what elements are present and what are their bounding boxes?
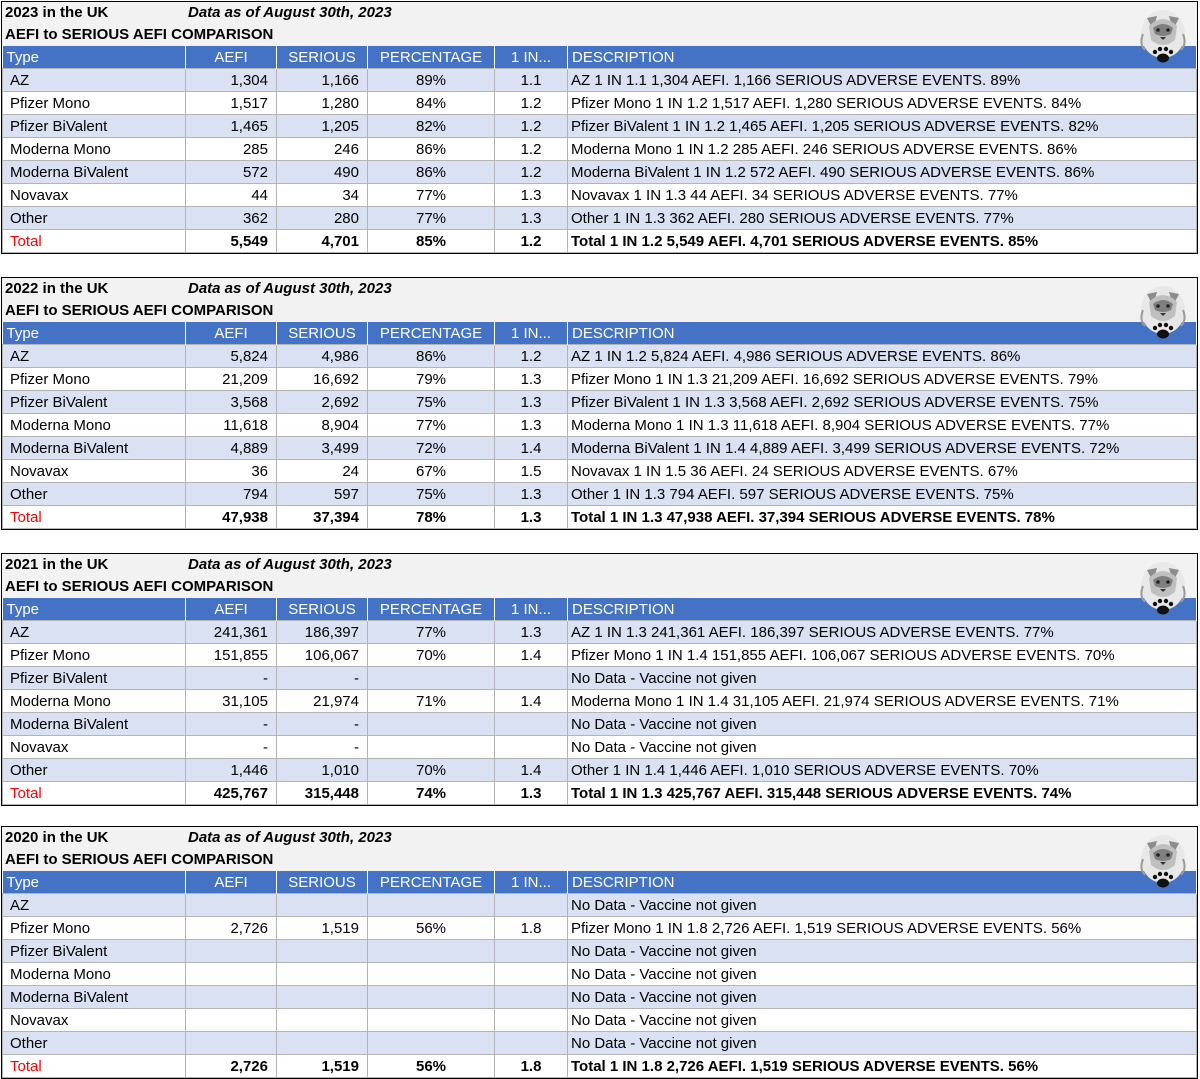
cell-percentage: 85% (368, 230, 495, 253)
cell-description: No Data - Vaccine not given (568, 986, 1197, 1009)
cell-percentage (368, 986, 495, 1009)
wolf-paw-logo-icon (1133, 4, 1193, 66)
cell-description: Pfizer BiValent 1 IN 1.3 3,568 AEFI. 2,692 SERIOUS ADVERSE EVENTS. 75% (568, 391, 1197, 414)
header-one-in: 1 IN... (495, 46, 568, 69)
cell-aefi: 5,824 (186, 345, 277, 368)
cell-serious: 4,986 (277, 345, 368, 368)
cell-type: Pfizer Mono (3, 644, 186, 667)
cell-type: Pfizer BiValent (3, 391, 186, 414)
cell-aefi: - (186, 736, 277, 759)
cell-description: Total 1 IN 1.2 5,549 AEFI. 4,701 SERIOUS ADVERSE EVENTS. 85% (568, 230, 1197, 253)
cell-type: Moderna BiValent (3, 986, 186, 1009)
cell-type: Novavax (3, 736, 186, 759)
cell-percentage: 56% (368, 917, 495, 940)
header-type: Type (3, 322, 186, 345)
cell-aefi: 572 (186, 161, 277, 184)
table-row (3, 115, 1197, 138)
total-row (3, 1055, 1197, 1078)
cell-description: Other 1 IN 1.4 1,446 AEFI. 1,010 SERIOUS ADVERSE EVENTS. 70% (568, 759, 1197, 782)
cell-description: No Data - Vaccine not given (568, 713, 1197, 736)
cell-aefi (186, 1009, 277, 1032)
cell-aefi: 5,549 (186, 230, 277, 253)
cell-percentage: 70% (368, 759, 495, 782)
cell-one-in: 1.8 (495, 1055, 568, 1078)
cell-serious: - (277, 667, 368, 690)
cell-type: AZ (3, 345, 186, 368)
cell-one-in: 1.4 (495, 759, 568, 782)
cell-one-in: 1.2 (495, 161, 568, 184)
cell-percentage: 79% (368, 368, 495, 391)
header-row (3, 322, 1197, 345)
cell-serious (277, 1009, 368, 1032)
cell-aefi (186, 963, 277, 986)
cell-type: Moderna BiValent (3, 161, 186, 184)
cell-percentage: 75% (368, 483, 495, 506)
table-row (3, 138, 1197, 161)
header-aefi: AEFI (186, 322, 277, 345)
table-row (3, 92, 1197, 115)
cell-serious: 21,974 (277, 690, 368, 713)
data-as-of: Data as of August 30th, 2023 (188, 280, 392, 297)
total-row (3, 506, 1197, 529)
cell-aefi (186, 1032, 277, 1055)
header-row (3, 46, 1197, 69)
cell-percentage (368, 1009, 495, 1032)
cell-description: Novavax 1 IN 1.5 36 AEFI. 24 SERIOUS ADVERSE EVENTS. 67% (568, 460, 1197, 483)
header-serious: SERIOUS (277, 598, 368, 621)
header-type: Type (3, 598, 186, 621)
cell-type: Novavax (3, 1009, 186, 1032)
header-percentage: PERCENTAGE (368, 322, 495, 345)
cell-type: Total (3, 230, 186, 253)
cell-type: AZ (3, 894, 186, 917)
cell-type: Other (3, 483, 186, 506)
cell-percentage: 67% (368, 460, 495, 483)
table-row (3, 1032, 1197, 1055)
cell-percentage: 84% (368, 92, 495, 115)
table-row (3, 161, 1197, 184)
cell-percentage (368, 667, 495, 690)
cell-description: AZ 1 IN 1.1 1,304 AEFI. 1,166 SERIOUS ADVERSE EVENTS. 89% (568, 69, 1197, 92)
cell-description: Total 1 IN 1.3 425,767 AEFI. 315,448 SERIOUS ADVERSE EVENTS. 74% (568, 782, 1197, 805)
cell-serious: 280 (277, 207, 368, 230)
header-one-in: 1 IN... (495, 871, 568, 894)
cell-serious: 106,067 (277, 644, 368, 667)
cell-type: Pfizer Mono (3, 92, 186, 115)
cell-aefi: 1,517 (186, 92, 277, 115)
cell-serious: 490 (277, 161, 368, 184)
cell-serious: 1,010 (277, 759, 368, 782)
wolf-paw-logo-icon (1133, 556, 1193, 618)
cell-aefi: 1,465 (186, 115, 277, 138)
table-row (3, 345, 1197, 368)
cell-description: AZ 1 IN 1.3 241,361 AEFI. 186,397 SERIOUS ADVERSE EVENTS. 77% (568, 621, 1197, 644)
cell-type: Moderna Mono (3, 963, 186, 986)
cell-percentage: 77% (368, 184, 495, 207)
cell-percentage: 75% (368, 391, 495, 414)
cell-one-in: 1.3 (495, 391, 568, 414)
cell-aefi: 2,726 (186, 917, 277, 940)
cell-percentage: 89% (368, 69, 495, 92)
cell-serious: 186,397 (277, 621, 368, 644)
cell-aefi: 2,726 (186, 1055, 277, 1078)
cell-one-in: 1.3 (495, 483, 568, 506)
cell-serious (277, 963, 368, 986)
cell-percentage: 82% (368, 115, 495, 138)
table-row (3, 69, 1197, 92)
cell-type: Total (3, 506, 186, 529)
header-description: DESCRIPTION (568, 46, 1197, 69)
year-table-0 (1, 1, 1198, 254)
cell-description: Other 1 IN 1.3 362 AEFI. 280 SERIOUS ADVERSE EVENTS. 77% (568, 207, 1197, 230)
cell-description: Moderna BiValent 1 IN 1.4 4,889 AEFI. 3,499 SERIOUS ADVERSE EVENTS. 72% (568, 437, 1197, 460)
year-label: 2020 in the UK (5, 829, 109, 846)
table-subtitle: AEFI to SERIOUS AEFI COMPARISON (5, 578, 274, 595)
header-serious: SERIOUS (277, 322, 368, 345)
cell-one-in: 1.4 (495, 690, 568, 713)
cell-type: Moderna Mono (3, 690, 186, 713)
cell-one-in (495, 986, 568, 1009)
header-one-in: 1 IN... (495, 598, 568, 621)
cell-percentage: 70% (368, 644, 495, 667)
cell-aefi (186, 986, 277, 1009)
year-table-3 (1, 826, 1198, 1079)
cell-description: No Data - Vaccine not given (568, 1032, 1197, 1055)
cell-description: No Data - Vaccine not given (568, 963, 1197, 986)
cell-description: Pfizer Mono 1 IN 1.8 2,726 AEFI. 1,519 SERIOUS ADVERSE EVENTS. 56% (568, 917, 1197, 940)
cell-description: Other 1 IN 1.3 794 AEFI. 597 SERIOUS ADVERSE EVENTS. 75% (568, 483, 1197, 506)
cell-type: Total (3, 782, 186, 805)
table-row (3, 207, 1197, 230)
header-percentage: PERCENTAGE (368, 871, 495, 894)
cell-one-in: 1.3 (495, 207, 568, 230)
cell-serious: 1,519 (277, 917, 368, 940)
header-serious: SERIOUS (277, 871, 368, 894)
table-row (3, 483, 1197, 506)
wolf-paw-logo-icon (1133, 280, 1193, 342)
cell-percentage (368, 963, 495, 986)
cell-type: Novavax (3, 460, 186, 483)
cell-type: Other (3, 207, 186, 230)
cell-type: Other (3, 1032, 186, 1055)
cell-type: Pfizer BiValent (3, 115, 186, 138)
cell-serious: - (277, 713, 368, 736)
table-row (3, 621, 1197, 644)
table-body (3, 894, 1197, 1078)
table-row (3, 391, 1197, 414)
cell-serious: 597 (277, 483, 368, 506)
header-row (3, 871, 1197, 894)
cell-aefi (186, 940, 277, 963)
cell-description: Pfizer Mono 1 IN 1.4 151,855 AEFI. 106,067 SERIOUS ADVERSE EVENTS. 70% (568, 644, 1197, 667)
cell-one-in: 1.2 (495, 115, 568, 138)
cell-description: Moderna Mono 1 IN 1.4 31,105 AEFI. 21,974 SERIOUS ADVERSE EVENTS. 71% (568, 690, 1197, 713)
cell-one-in: 1.3 (495, 621, 568, 644)
cell-aefi: 241,361 (186, 621, 277, 644)
cell-percentage: 56% (368, 1055, 495, 1078)
cell-serious: 34 (277, 184, 368, 207)
header-one-in: 1 IN... (495, 322, 568, 345)
header-description: DESCRIPTION (568, 871, 1197, 894)
cell-type: Total (3, 1055, 186, 1078)
cell-percentage: 78% (368, 506, 495, 529)
cell-one-in (495, 940, 568, 963)
cell-one-in: 1.2 (495, 230, 568, 253)
table-title-area (2, 827, 1197, 871)
cell-type: Pfizer BiValent (3, 940, 186, 963)
aefi-table (2, 46, 1197, 253)
cell-percentage: 74% (368, 782, 495, 805)
table-row (3, 736, 1197, 759)
cell-percentage (368, 894, 495, 917)
cell-one-in: 1.3 (495, 184, 568, 207)
table-row (3, 460, 1197, 483)
cell-aefi: 47,938 (186, 506, 277, 529)
table-body (3, 621, 1197, 805)
table-subtitle: AEFI to SERIOUS AEFI COMPARISON (5, 26, 274, 43)
cell-percentage: 86% (368, 138, 495, 161)
table-row (3, 894, 1197, 917)
cell-serious: 2,692 (277, 391, 368, 414)
cell-one-in: 1.5 (495, 460, 568, 483)
cell-aefi: - (186, 713, 277, 736)
cell-serious: 37,394 (277, 506, 368, 529)
cell-serious: 24 (277, 460, 368, 483)
cell-description: No Data - Vaccine not given (568, 667, 1197, 690)
cell-one-in: 1.2 (495, 345, 568, 368)
cell-description: Total 1 IN 1.3 47,938 AEFI. 37,394 SERIOUS ADVERSE EVENTS. 78% (568, 506, 1197, 529)
header-percentage: PERCENTAGE (368, 46, 495, 69)
table-row (3, 644, 1197, 667)
cell-description: Total 1 IN 1.8 2,726 AEFI. 1,519 SERIOUS ADVERSE EVENTS. 56% (568, 1055, 1197, 1078)
cell-type: Moderna Mono (3, 414, 186, 437)
cell-aefi: 44 (186, 184, 277, 207)
table-row (3, 667, 1197, 690)
header-aefi: AEFI (186, 871, 277, 894)
cell-aefi: 794 (186, 483, 277, 506)
cell-percentage: 77% (368, 621, 495, 644)
cell-aefi: 425,767 (186, 782, 277, 805)
year-label: 2022 in the UK (5, 280, 109, 297)
cell-percentage: 86% (368, 161, 495, 184)
cell-type: AZ (3, 69, 186, 92)
cell-type: Pfizer BiValent (3, 667, 186, 690)
cell-serious: 8,904 (277, 414, 368, 437)
table-subtitle: AEFI to SERIOUS AEFI COMPARISON (5, 851, 274, 868)
cell-description: Novavax 1 IN 1.3 44 AEFI. 34 SERIOUS ADVERSE EVENTS. 77% (568, 184, 1197, 207)
cell-one-in (495, 963, 568, 986)
cell-one-in: 1.1 (495, 69, 568, 92)
cell-serious: 16,692 (277, 368, 368, 391)
cell-one-in: 1.2 (495, 92, 568, 115)
cell-type: Pfizer Mono (3, 368, 186, 391)
cell-one-in (495, 713, 568, 736)
cell-serious (277, 894, 368, 917)
year-table-1 (1, 277, 1198, 530)
cell-serious: 1,166 (277, 69, 368, 92)
cell-serious: 4,701 (277, 230, 368, 253)
header-serious: SERIOUS (277, 46, 368, 69)
cell-percentage: 86% (368, 345, 495, 368)
cell-serious (277, 986, 368, 1009)
cell-description: No Data - Vaccine not given (568, 894, 1197, 917)
table-row (3, 414, 1197, 437)
table-row (3, 184, 1197, 207)
cell-aefi: 151,855 (186, 644, 277, 667)
header-aefi: AEFI (186, 46, 277, 69)
cell-type: Moderna BiValent (3, 437, 186, 460)
cell-serious (277, 1032, 368, 1055)
year-label: 2021 in the UK (5, 556, 109, 573)
cell-serious: - (277, 736, 368, 759)
cell-type: Pfizer Mono (3, 917, 186, 940)
cell-one-in: 1.4 (495, 644, 568, 667)
table-body (3, 345, 1197, 529)
cell-description: Moderna BiValent 1 IN 1.2 572 AEFI. 490 SERIOUS ADVERSE EVENTS. 86% (568, 161, 1197, 184)
cell-percentage (368, 713, 495, 736)
cell-percentage (368, 736, 495, 759)
header-aefi: AEFI (186, 598, 277, 621)
aefi-table (2, 598, 1197, 805)
cell-one-in: 1.3 (495, 782, 568, 805)
cell-percentage: 72% (368, 437, 495, 460)
table-subtitle: AEFI to SERIOUS AEFI COMPARISON (5, 302, 274, 319)
year-label: 2023 in the UK (5, 4, 109, 21)
cell-one-in (495, 1032, 568, 1055)
header-percentage: PERCENTAGE (368, 598, 495, 621)
data-as-of: Data as of August 30th, 2023 (188, 4, 392, 21)
cell-type: Other (3, 759, 186, 782)
cell-percentage: 71% (368, 690, 495, 713)
cell-description: Pfizer BiValent 1 IN 1.2 1,465 AEFI. 1,205 SERIOUS ADVERSE EVENTS. 82% (568, 115, 1197, 138)
cell-description: Pfizer Mono 1 IN 1.2 1,517 AEFI. 1,280 SERIOUS ADVERSE EVENTS. 84% (568, 92, 1197, 115)
aefi-table (2, 322, 1197, 529)
aefi-table (2, 871, 1197, 1078)
cell-aefi: 285 (186, 138, 277, 161)
cell-description: AZ 1 IN 1.2 5,824 AEFI. 4,986 SERIOUS ADVERSE EVENTS. 86% (568, 345, 1197, 368)
cell-description: Moderna Mono 1 IN 1.3 11,618 AEFI. 8,904 SERIOUS ADVERSE EVENTS. 77% (568, 414, 1197, 437)
cell-aefi: 11,618 (186, 414, 277, 437)
cell-serious (277, 940, 368, 963)
cell-one-in: 1.3 (495, 506, 568, 529)
cell-serious: 1,205 (277, 115, 368, 138)
cell-aefi: 362 (186, 207, 277, 230)
cell-aefi: 31,105 (186, 690, 277, 713)
table-title-area (2, 554, 1197, 598)
cell-aefi: 3,568 (186, 391, 277, 414)
header-description: DESCRIPTION (568, 598, 1197, 621)
cell-serious: 1,280 (277, 92, 368, 115)
cell-description: No Data - Vaccine not given (568, 1009, 1197, 1032)
cell-aefi: 1,446 (186, 759, 277, 782)
cell-one-in (495, 667, 568, 690)
cell-one-in (495, 736, 568, 759)
table-row (3, 963, 1197, 986)
table-body (3, 69, 1197, 253)
total-row (3, 230, 1197, 253)
cell-description: No Data - Vaccine not given (568, 736, 1197, 759)
total-row (3, 782, 1197, 805)
table-row (3, 713, 1197, 736)
cell-aefi: - (186, 667, 277, 690)
cell-type: Novavax (3, 184, 186, 207)
table-row (3, 368, 1197, 391)
table-title-area (2, 278, 1197, 322)
cell-serious: 3,499 (277, 437, 368, 460)
table-row (3, 437, 1197, 460)
table-row (3, 690, 1197, 713)
cell-percentage: 77% (368, 207, 495, 230)
year-table-2 (1, 553, 1198, 806)
cell-percentage (368, 1032, 495, 1055)
cell-aefi: 4,889 (186, 437, 277, 460)
cell-serious: 315,448 (277, 782, 368, 805)
cell-aefi (186, 894, 277, 917)
table-row (3, 917, 1197, 940)
cell-percentage (368, 940, 495, 963)
cell-aefi: 36 (186, 460, 277, 483)
cell-type: Moderna BiValent (3, 713, 186, 736)
data-as-of: Data as of August 30th, 2023 (188, 556, 392, 573)
table-row (3, 1009, 1197, 1032)
cell-one-in: 1.4 (495, 437, 568, 460)
cell-one-in: 1.3 (495, 368, 568, 391)
cell-one-in: 1.3 (495, 414, 568, 437)
header-description: DESCRIPTION (568, 322, 1197, 345)
cell-serious: 1,519 (277, 1055, 368, 1078)
wolf-paw-logo-icon (1133, 829, 1193, 891)
cell-one-in: 1.8 (495, 917, 568, 940)
cell-type: Moderna Mono (3, 138, 186, 161)
cell-one-in (495, 894, 568, 917)
header-row (3, 598, 1197, 621)
cell-description: Moderna Mono 1 IN 1.2 285 AEFI. 246 SERIOUS ADVERSE EVENTS. 86% (568, 138, 1197, 161)
table-title-area (2, 2, 1197, 46)
cell-aefi: 21,209 (186, 368, 277, 391)
cell-percentage: 77% (368, 414, 495, 437)
cell-description: Pfizer Mono 1 IN 1.3 21,209 AEFI. 16,692 SERIOUS ADVERSE EVENTS. 79% (568, 368, 1197, 391)
cell-description: No Data - Vaccine not given (568, 940, 1197, 963)
cell-aefi: 1,304 (186, 69, 277, 92)
data-as-of: Data as of August 30th, 2023 (188, 829, 392, 846)
cell-one-in (495, 1009, 568, 1032)
header-type: Type (3, 46, 186, 69)
cell-serious: 246 (277, 138, 368, 161)
table-row (3, 940, 1197, 963)
cell-one-in: 1.2 (495, 138, 568, 161)
header-type: Type (3, 871, 186, 894)
table-row (3, 759, 1197, 782)
table-row (3, 986, 1197, 1009)
cell-type: AZ (3, 621, 186, 644)
